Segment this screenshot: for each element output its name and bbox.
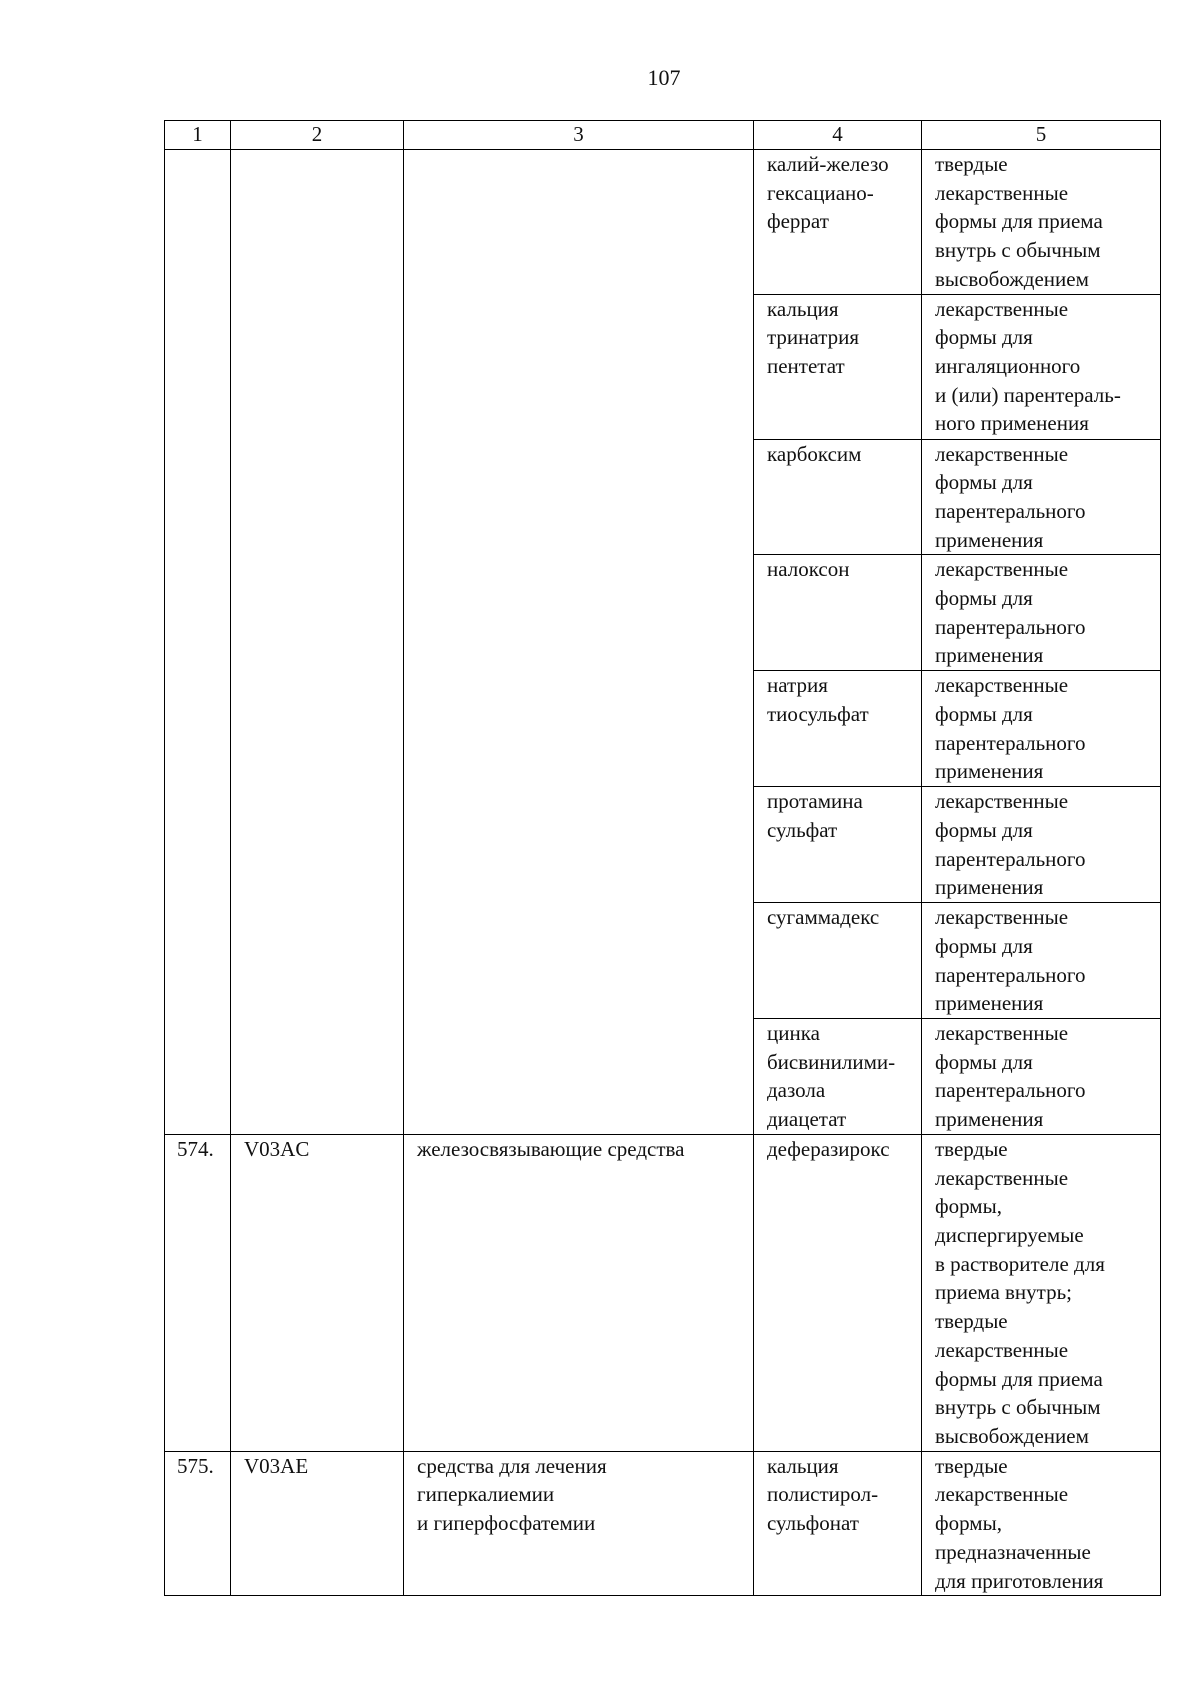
atc-code-cell	[231, 903, 404, 1019]
group-name-cell	[404, 439, 754, 555]
dosage-form-cell: лекарственные формы для парентерального применения	[922, 1018, 1161, 1134]
dosage-form-cell: твердые лекарственные формы, предназначенные для приготовления	[922, 1451, 1161, 1596]
atc-code-cell	[231, 787, 404, 903]
atc-code-cell: V03AE	[231, 1451, 404, 1596]
atc-code-cell	[231, 671, 404, 787]
drug-name-cell: натрия тиосульфат	[754, 671, 922, 787]
header-cell-2: 2	[231, 121, 404, 150]
group-name-cell	[404, 671, 754, 787]
group-name-cell: средства для лечения гиперкалиемии и гиперфосфатемии	[404, 1451, 754, 1596]
page-number: 107	[647, 65, 681, 90]
atc-code-cell	[231, 150, 404, 295]
dosage-form-cell: лекарственные формы для парентерального применения	[922, 903, 1161, 1019]
header-cell-4: 4	[754, 121, 922, 150]
row-number-cell	[165, 294, 231, 439]
group-name-cell	[404, 1018, 754, 1134]
table-header-row	[165, 121, 1161, 150]
drug-name-cell: карбоксим	[754, 439, 922, 555]
drug-name-cell: калий-железо гексациано- феррат	[754, 150, 922, 295]
group-name-cell	[404, 787, 754, 903]
drug-name-cell: цинка бисвинилими- дазола диацетат	[754, 1018, 922, 1134]
table-row	[165, 294, 1161, 439]
drug-name-cell: сугаммадекс	[754, 903, 922, 1019]
drug-name-cell: налоксон	[754, 555, 922, 671]
atc-code-cell	[231, 1018, 404, 1134]
row-number-cell	[165, 439, 231, 555]
atc-code-cell: V03AC	[231, 1134, 404, 1451]
row-number-cell: 574.	[165, 1134, 231, 1451]
dosage-form-cell: лекарственные формы для парентерального применения	[922, 671, 1161, 787]
row-number-cell	[165, 1018, 231, 1134]
drug-name-cell: кальция тринатрия пентетат	[754, 294, 922, 439]
dosage-form-cell: твердые лекарственные формы для приема внутрь с обычным высвобождением	[922, 150, 1161, 295]
header-cell-3: 3	[404, 121, 754, 150]
atc-code-cell	[231, 294, 404, 439]
table-row	[165, 903, 1161, 1019]
medicines-table	[164, 120, 1161, 1596]
group-name-cell	[404, 294, 754, 439]
drug-name-cell: деферазирокс	[754, 1134, 922, 1451]
atc-code-cell	[231, 439, 404, 555]
atc-code-cell	[231, 555, 404, 671]
dosage-form-cell: лекарственные формы для ингаляционного и (или) парентераль- ного применения	[922, 294, 1161, 439]
table-row	[165, 555, 1161, 671]
drug-name-cell: протамина сульфат	[754, 787, 922, 903]
table-row	[165, 1451, 1161, 1596]
dosage-form-cell: твердые лекарственные формы, диспергируемые в растворителе для приема внутрь; твердые лекарственные формы для приема внутрь с обычным высвобождением	[922, 1134, 1161, 1451]
header-cell-5: 5	[922, 121, 1161, 150]
dosage-form-cell: лекарственные формы для парентерального применения	[922, 439, 1161, 555]
table-row	[165, 1134, 1161, 1451]
group-name-cell: железосвязывающие средства	[404, 1134, 754, 1451]
group-name-cell	[404, 150, 754, 295]
dosage-form-cell: лекарственные формы для парентерального применения	[922, 555, 1161, 671]
dosage-form-cell: лекарственные формы для парентерального применения	[922, 787, 1161, 903]
group-name-cell	[404, 555, 754, 671]
row-number-cell	[165, 555, 231, 671]
table-row	[165, 671, 1161, 787]
table-row	[165, 439, 1161, 555]
row-number-cell	[165, 150, 231, 295]
group-name-cell	[404, 903, 754, 1019]
header-cell-1: 1	[165, 121, 231, 150]
table-row	[165, 787, 1161, 903]
table-row	[165, 1018, 1161, 1134]
table-row	[165, 150, 1161, 295]
row-number-cell	[165, 787, 231, 903]
row-number-cell: 575.	[165, 1451, 231, 1596]
drug-name-cell: кальция полистирол- сульфонат	[754, 1451, 922, 1596]
row-number-cell	[165, 903, 231, 1019]
row-number-cell	[165, 671, 231, 787]
